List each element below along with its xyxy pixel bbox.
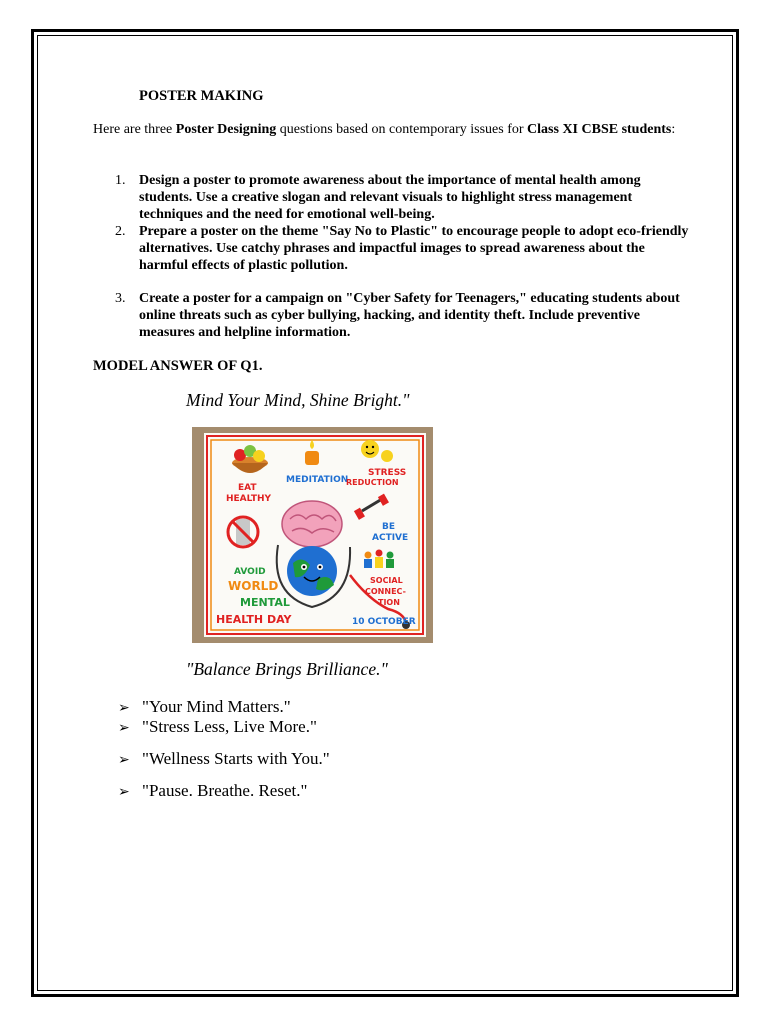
poster-label-active: ACTIVE — [372, 533, 409, 543]
poster-label-reduction: REDUCTION — [346, 478, 399, 487]
poster-label-meditation: MEDITATION — [286, 475, 349, 485]
model-answer-heading: MODEL ANSWER OF Q1. — [93, 358, 263, 374]
poster-label-avoid: AVOID — [234, 567, 266, 577]
mental-health-poster-image — [192, 427, 433, 643]
bullet-text: "Stress Less, Live More." — [142, 717, 317, 736]
poster-label-connection: CONNEC- — [365, 587, 406, 596]
secondary-slogan: "Balance Brings Brilliance." — [186, 659, 388, 679]
intro-paragraph — [93, 121, 703, 139]
question-text: Create a poster for a campaign on "Cyber Safety for Teenagers," educating students about online threats such as cyber bullying, hacking, and identity theft. Include preventive measures and helpline information. — [139, 291, 680, 340]
bullet-item — [118, 717, 317, 737]
poster-label-stress: STRESS — [368, 468, 407, 478]
question-text: Prepare a poster on the theme "Say No to Plastic" to encourage people to adopt eco-friendly alternatives. Use catchy phrases and impactful images to spread awareness about the harmful effects of plastic pollution. — [139, 224, 689, 273]
question-item — [93, 172, 693, 223]
poster-label-healthy: HEALTHY — [226, 494, 272, 504]
question-text: Design a poster to promote awareness about the importance of mental health among students. Use a creative slogan and relevant visuals to highlight stress management techniques and the need for emotional well-being. — [139, 173, 641, 222]
question-item — [93, 223, 693, 274]
intro-text-3: : — [671, 122, 676, 137]
question-number: 1. — [115, 173, 126, 188]
question-number: 2. — [115, 224, 126, 239]
bullet-text: "Wellness Starts with You." — [142, 749, 330, 768]
arrow-bullet-icon: ➢ — [118, 720, 130, 736]
bullet-item — [118, 697, 291, 717]
poster-label-mental: MENTAL — [240, 596, 290, 609]
bullet-item — [118, 749, 330, 769]
intro-text-1: Here are three — [93, 122, 176, 137]
poster-label-world: WORLD — [228, 579, 279, 593]
poster-label-health-day: HEALTH DAY — [216, 613, 292, 626]
poster-label-date: 10 OCTOBER — [352, 617, 416, 627]
poster-label-eat: EAT — [238, 483, 257, 493]
poster-label-tion: TION — [378, 598, 400, 607]
bullet-item — [118, 781, 307, 801]
arrow-bullet-icon: ➢ — [118, 784, 130, 800]
question-item — [93, 290, 693, 341]
document-title: POSTER MAKING — [139, 88, 264, 104]
poster-label-social: SOCIAL — [370, 576, 403, 585]
arrow-bullet-icon: ➢ — [118, 700, 130, 716]
bullet-text: "Your Mind Matters." — [142, 697, 291, 716]
earth-globe-icon — [287, 546, 337, 596]
question-number: 3. — [115, 291, 126, 306]
main-slogan: Mind Your Mind, Shine Bright." — [186, 390, 410, 410]
intro-bold-poster-designing: Poster Designing — [175, 122, 277, 137]
question-list — [93, 172, 693, 341]
intro-bold-class: Class XI CBSE students — [527, 122, 672, 137]
poster-label-be: BE — [382, 522, 396, 532]
intro-text-2: questions based on contemporary issues for — [276, 122, 528, 137]
arrow-bullet-icon: ➢ — [118, 752, 130, 768]
brain-icon — [282, 501, 342, 547]
bullet-text: "Pause. Breathe. Reset." — [142, 781, 308, 800]
